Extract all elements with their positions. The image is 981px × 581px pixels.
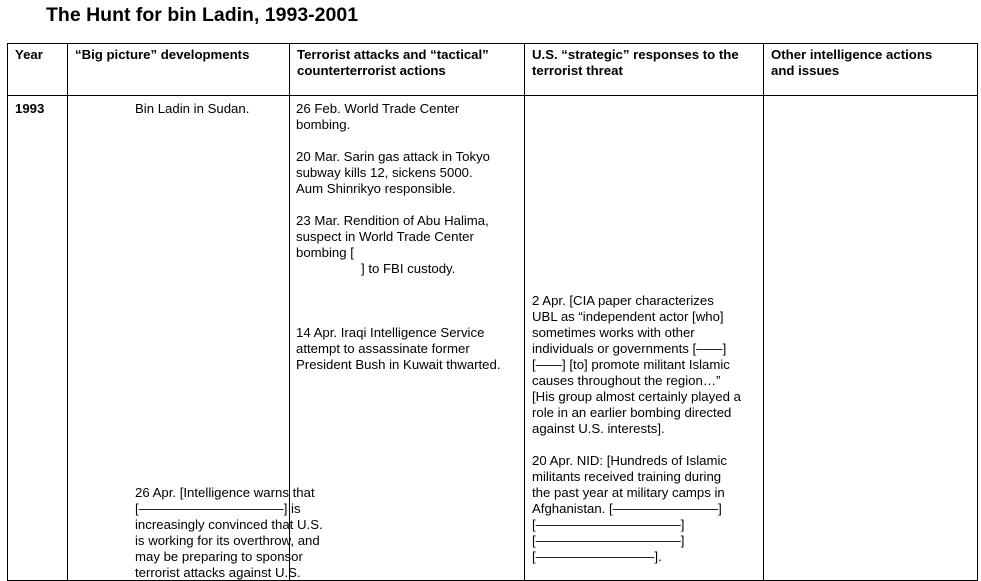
entry-14-apr: 14 Apr. Iraqi Intelligence Service attempt to assassinate former President Bush in Kuwait thwarted. bbox=[296, 325, 501, 372]
timeline-table bbox=[7, 43, 978, 581]
header-other-intelligence: Other intelligence actions and issues bbox=[764, 44, 978, 96]
header-year: Year bbox=[8, 44, 68, 96]
other-intelligence-cell bbox=[764, 96, 978, 581]
header-row bbox=[8, 44, 978, 96]
document-title: The Hunt for bin Ladin, 1993-2001 bbox=[46, 4, 359, 26]
year-label: 1993 bbox=[15, 101, 45, 116]
header-big-picture: “Big picture” developments bbox=[68, 44, 290, 96]
header-strategic-responses: U.S. “strategic” responses to the terrorist threat bbox=[525, 44, 764, 96]
entry-26-apr: 26 Apr. [Intelligence warns that [———————————] is increasingly convinced that U.S. is working for its overthrow, and may be preparing to sponsor terrorist attacks against U.S. bbox=[135, 485, 323, 580]
table-row bbox=[8, 96, 978, 581]
entry-bin-ladin-sudan: Bin Ladin in Sudan. bbox=[135, 101, 250, 116]
entry-26-feb: 26 Feb. World Trade Center bombing. bbox=[296, 101, 460, 132]
header-terrorist-attacks: Terrorist attacks and “tactical” counterterrorist actions bbox=[290, 44, 525, 96]
year-cell bbox=[8, 96, 68, 581]
terrorist-attacks-cell bbox=[290, 96, 525, 581]
entry-20-mar: 20 Mar. Sarin gas attack in Tokyo subway kills 12, sickens 5000. Aum Shinrikyo responsible. bbox=[296, 149, 491, 196]
entry-20-apr: 20 Apr. NID: [Hundreds of Islamic militants received training during the past year at military camps in Afghanistan. [————————] [———————————] [———————————] [—————————]. bbox=[532, 453, 727, 564]
big-picture-cell bbox=[68, 96, 323, 581]
entry-23-mar: 23 Mar. Rendition of Abu Halima, suspect in World Trade Center bombing [ ] to FBI custody. bbox=[296, 213, 489, 276]
entry-2-apr: 2 Apr. [CIA paper characterizes UBL as “independent actor [who] sometimes works with other individuals or governments [——] [——] [to] promote militant Islamic causes throughout the region…” [His group almost certainly played a role in an earlier bombing directed against U.S. interests]. bbox=[532, 293, 741, 436]
strategic-responses-cell bbox=[525, 96, 764, 581]
